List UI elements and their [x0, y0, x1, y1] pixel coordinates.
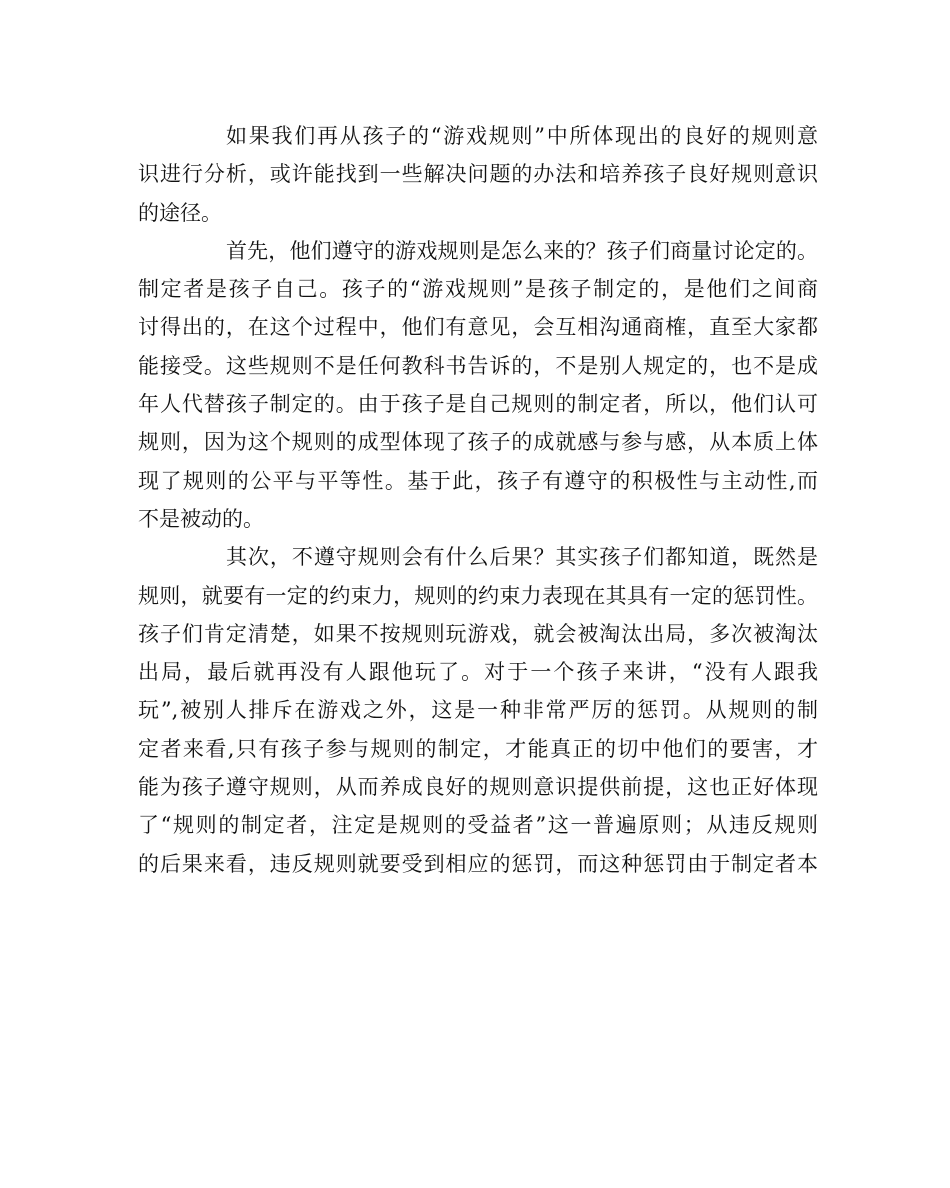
paragraph-3-line-3: 孩子们肯定清楚，如果不按规则玩游戏，就会被淘汰出局，多次被淘汰 [138, 621, 818, 646]
paragraph-1-line-2: 识进行分析，或许能找到一些解决问题的办法和培养孩子良好规则意识 [138, 162, 818, 187]
paragraph-3-line-5: 玩”,被别人排斥在游戏之外，这是一种非常严厉的惩罚。从规则的制 [138, 698, 818, 723]
paragraph-1-line-1: 如果我们再从孩子的“游戏规则”中所体现出的良好的规则意 [226, 124, 818, 148]
paragraph-3-line-9: 的后果来看，违反规则就要受到相应的惩罚，而这种惩罚由于制定者本 [138, 851, 818, 876]
paragraph-2-line-1: 首先，他们遵守的游戏规则是怎么来的？孩子们商量讨论定的。 [226, 238, 818, 263]
paragraph-3-line-8: 了“规则的制定者，注定是规则的受益者”这一普遍原则；从违反规则 [138, 813, 818, 838]
paragraph-3-line-6: 定者来看,只有孩子参与规则的制定，才能真正的切中他们的要害，才 [138, 736, 818, 761]
paragraph-2-line-6: 规则，因为这个规则的成型体现了孩子的成就感与参与感，从本质上体 [138, 430, 818, 455]
paragraph-3-line-7: 能为孩子遵守规则，从而养成良好的规则意识提供前提，这也正好体现 [138, 775, 818, 800]
paragraph-2-line-8: 不是被动的。 [138, 506, 264, 531]
paragraph-2-line-3: 讨得出的，在这个过程中，他们有意见，会互相沟通商榷，直至大家都 [138, 315, 818, 340]
paragraph-2-line-5: 年人代替孩子制定的。由于孩子是自己规则的制定者，所以，他们认可 [138, 392, 818, 417]
paragraph-2-line-2: 制定者是孩子自己。孩子的“游戏规则”是孩子制定的，是他们之间商 [138, 277, 818, 302]
paragraph-1-line-3: 的途径。 [138, 200, 222, 225]
paragraph-2-line-4: 能接受。这些规则不是任何教科书告诉的，不是别人规定的，也不是成 [138, 353, 818, 378]
paragraph-2-line-7: 现了规则的公平与平等性。基于此，孩子有遵守的积极性与主动性,而 [138, 468, 818, 493]
paragraph-3-line-1: 其次，不遵守规则会有什么后果？其实孩子们都知道，既然是 [226, 545, 818, 570]
body-text [138, 117, 818, 883]
paragraph-3-line-4: 出局，最后就再没有人跟他玩了。对于一个孩子来讲，“没有人跟我 [138, 660, 818, 685]
paragraph-3-line-2: 规则，就要有一定的约束力，规则的约束力表现在其具有一定的惩罚性。 [138, 583, 818, 608]
